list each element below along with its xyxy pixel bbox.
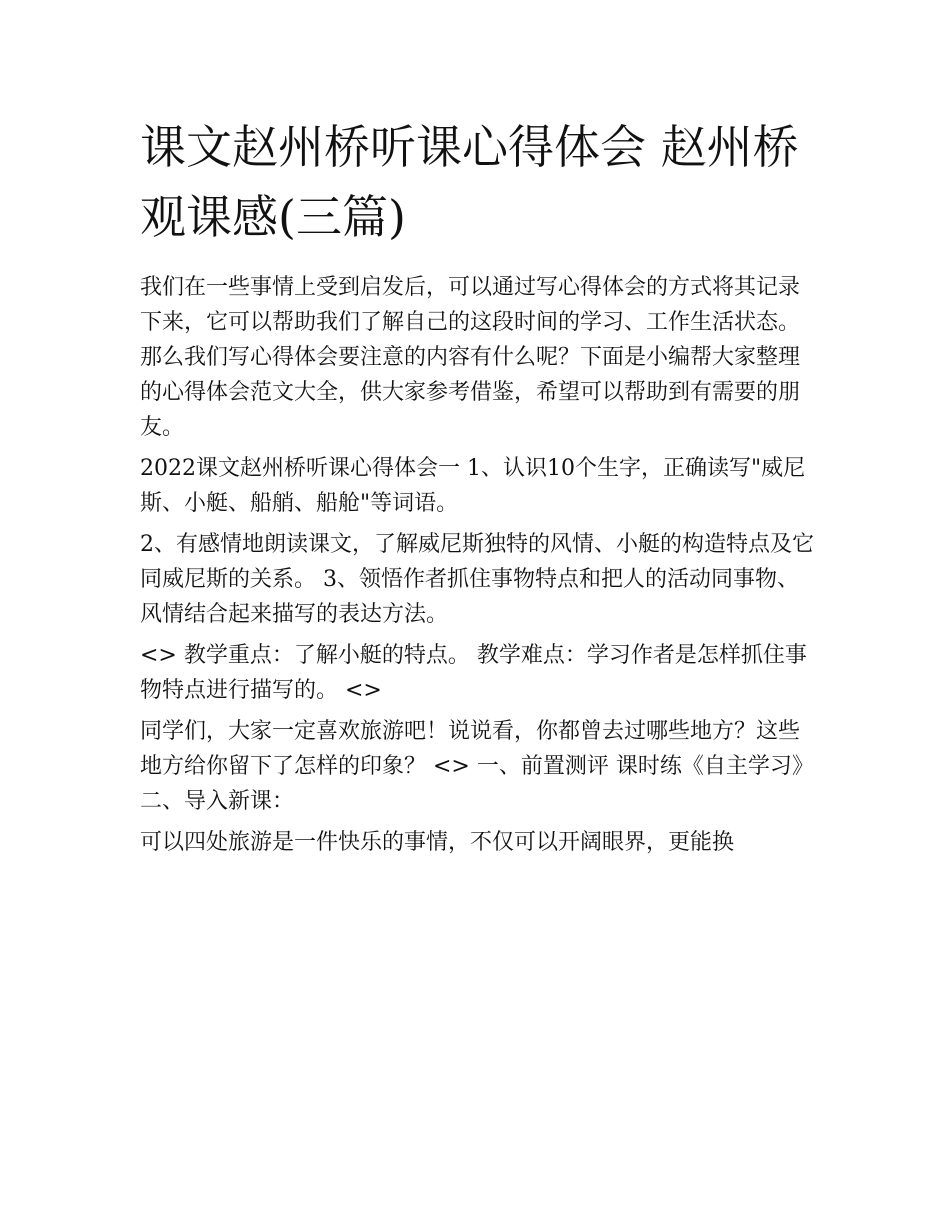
paragraph-objective-1: 2022课文赵州桥听课心得体会一 1、认识10个生字，正确读写"威尼斯、小艇、船艄、船舱"等词语。 bbox=[140, 456, 806, 516]
paragraph-travel: 可以四处旅游是一件快乐的事情，不仅可以开阔眼界，更能换 bbox=[140, 830, 735, 855]
paragraph-objectives-2-3: 2、有感情地朗读课文，了解威尼斯独特的风情、小艇的构造特点及它同威尼斯的关系。 3、领悟作者抓住事物特点和把人的活动同事物、风情结合起来描写的表达方法。 bbox=[140, 532, 814, 627]
document-body bbox=[140, 112, 820, 866]
paragraph-key-points: <> 教学重点：了解小艇的特点。 教学难点：学习作者是怎样抓住事物特点进行描写的。 <> bbox=[140, 643, 807, 703]
document-title: 课文赵州桥听课心得体会 赵州桥观课感(三篇) bbox=[140, 120, 799, 244]
paragraph-lesson-intro: 同学们，大家一定喜欢旅游吧！说说看，你都曾去过哪些地方？这些地方给你留下了怎样的印象？ <> 一、前置测评 课时练《自主学习》 二、导入新课： bbox=[140, 719, 814, 814]
paragraph-intro: 我们在一些事情上受到启发后，可以通过写心得体会的方式将其记录下来，它可以帮助我们了解自己的这段时间的学习、工作生活状态。那么我们写心得体会要注意的内容有什么呢？下面是小编帮大家整理的心得体会范文大全，供大家参考借鉴，希望可以帮助到有需要的朋友。 bbox=[140, 275, 801, 440]
